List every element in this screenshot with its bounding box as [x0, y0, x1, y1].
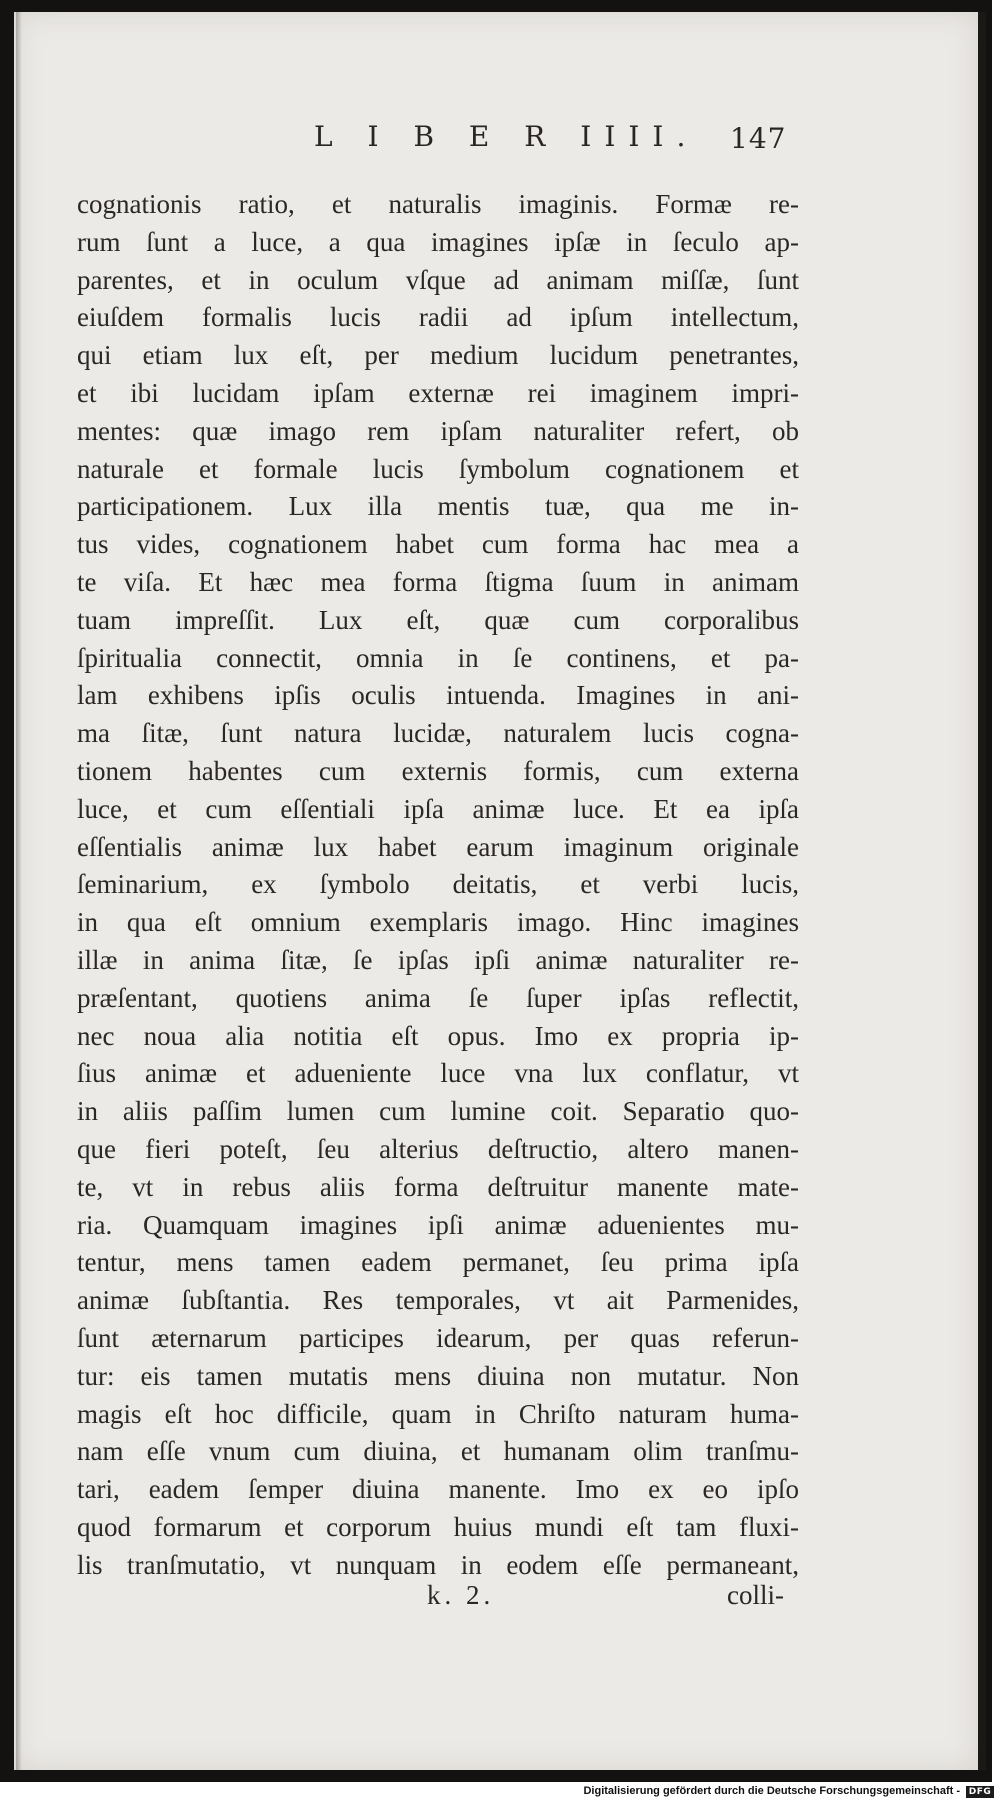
text-line: luce, et cum eſſentiali ipſa animæ luce. Et ea ipſa [77, 793, 799, 824]
book-page [14, 12, 986, 1770]
text-line: tari, eadem ſemper diuina manente. Imo ex eo ipſo [77, 1474, 799, 1505]
text-line: animæ ſubſtantia. Res temporales, vt ait Parmenides, [77, 1285, 799, 1316]
text-line: in aliis paſſim lumen cum lumine coit. Separatio quo- [77, 1096, 799, 1127]
running-title: L I B E R IIII. [314, 120, 699, 153]
text-line: cognationis ratio, et naturalis imaginis. Formæ re- [77, 189, 799, 219]
text-line: et ibi lucidam ipſam externæ rei imaginem impri- [77, 377, 799, 408]
text-line: rum ſunt a luce, a qua imagines ipſæ in ſeculo ap- [77, 226, 799, 257]
text-line: naturale et formale lucis ſymbolum cognationem et [77, 453, 799, 484]
text-line: eiuſdem formalis lucis radii ad ipſum intellectum, [77, 302, 799, 333]
text-line: eſſentialis animæ lux habet earum imaginum originale [77, 831, 799, 862]
text-line: ſeminarium, ex ſymbolo deitatis, et verbi lucis, [77, 869, 799, 900]
text-line: ſunt æternarum participes idearum, per quas referun- [77, 1322, 799, 1353]
signature-mark: k. 2. [427, 1580, 495, 1610]
text-line: te viſa. Et hæc mea forma ſtigma ſuum in animam [77, 566, 799, 597]
text-line: magis eſt hoc difficile, quam in Chriſto naturam huma- [77, 1398, 799, 1429]
text-line: ria. Quamquam imagines ipſi animæ aduenientes mu- [77, 1209, 799, 1240]
text-line: præſentant, quotiens anima ſe ſuper ipſas reflectit, [77, 982, 799, 1013]
text-line: parentes, et in oculum vſque ad animam miſſæ, ſunt [77, 264, 799, 295]
text-line: illæ in anima ſitæ, ſe ipſas ipſi animæ naturaliter re- [77, 944, 799, 975]
funding-credit: Digitalisierung gefördert durch die Deutsche Forschungsgemeinschaft - [583, 1785, 960, 1797]
text-line: te, vt in rebus aliis forma deſtruitur manente mate- [77, 1171, 799, 1202]
digitization-footer [0, 1782, 1000, 1803]
catchword: colli- [727, 1580, 784, 1610]
text-line: lam exhibens ipſis oculis intuenda. Imagines in ani- [77, 680, 799, 711]
text-line: tuam impreſſit. Lux eſt, quæ cum corporalibus [77, 604, 799, 635]
dfg-logo: DFG [966, 1786, 994, 1798]
text-line: tentur, mens tamen eadem permanet, ſeu prima ipſa [77, 1247, 799, 1278]
text-line: tus vides, cognationem habet cum forma hac mea a [77, 529, 799, 560]
body-text [77, 186, 799, 1584]
text-line: tionem habentes cum externis formis, cum externa [77, 755, 799, 786]
text-line: lis tranſmutatio, vt nunquam in eodem eſſe permaneant, [77, 1549, 799, 1580]
text-line: participationem. Lux illa mentis tuæ, qua me in- [77, 491, 799, 522]
text-line: que fieri poteſt, ſeu alterius deſtructio, altero manen- [77, 1133, 799, 1164]
page-footer-marks [14, 1580, 978, 1614]
text-line: mentes: quæ imago rem ipſam naturaliter refert, ob [77, 415, 799, 446]
text-line: nec noua alia notitia eſt opus. Imo ex propria ip- [77, 1020, 799, 1051]
text-line: in qua eſt omnium exemplaris imago. Hinc imagines [77, 907, 799, 938]
running-head [14, 120, 978, 160]
text-line: quod formarum et corporum huius mundi eſt tam fluxi- [77, 1511, 799, 1542]
text-line: ſpiritualia connectit, omnia in ſe continens, et pa- [77, 642, 799, 673]
text-line: nam eſſe vnum cum diuina, et humanam olim tranſmu- [77, 1436, 799, 1467]
text-line: ſius animæ et adueniente luce vna lux conflatur, vt [77, 1058, 799, 1089]
text-line: ma ſitæ, ſunt natura lucidæ, naturalem lucis cogna- [77, 718, 799, 749]
text-line: qui etiam lux eſt, per medium lucidum penetrantes, [77, 340, 799, 371]
page-number: 147 [730, 122, 787, 155]
text-line: tur: eis tamen mutatis mens diuina non mutatur. Non [77, 1360, 799, 1391]
